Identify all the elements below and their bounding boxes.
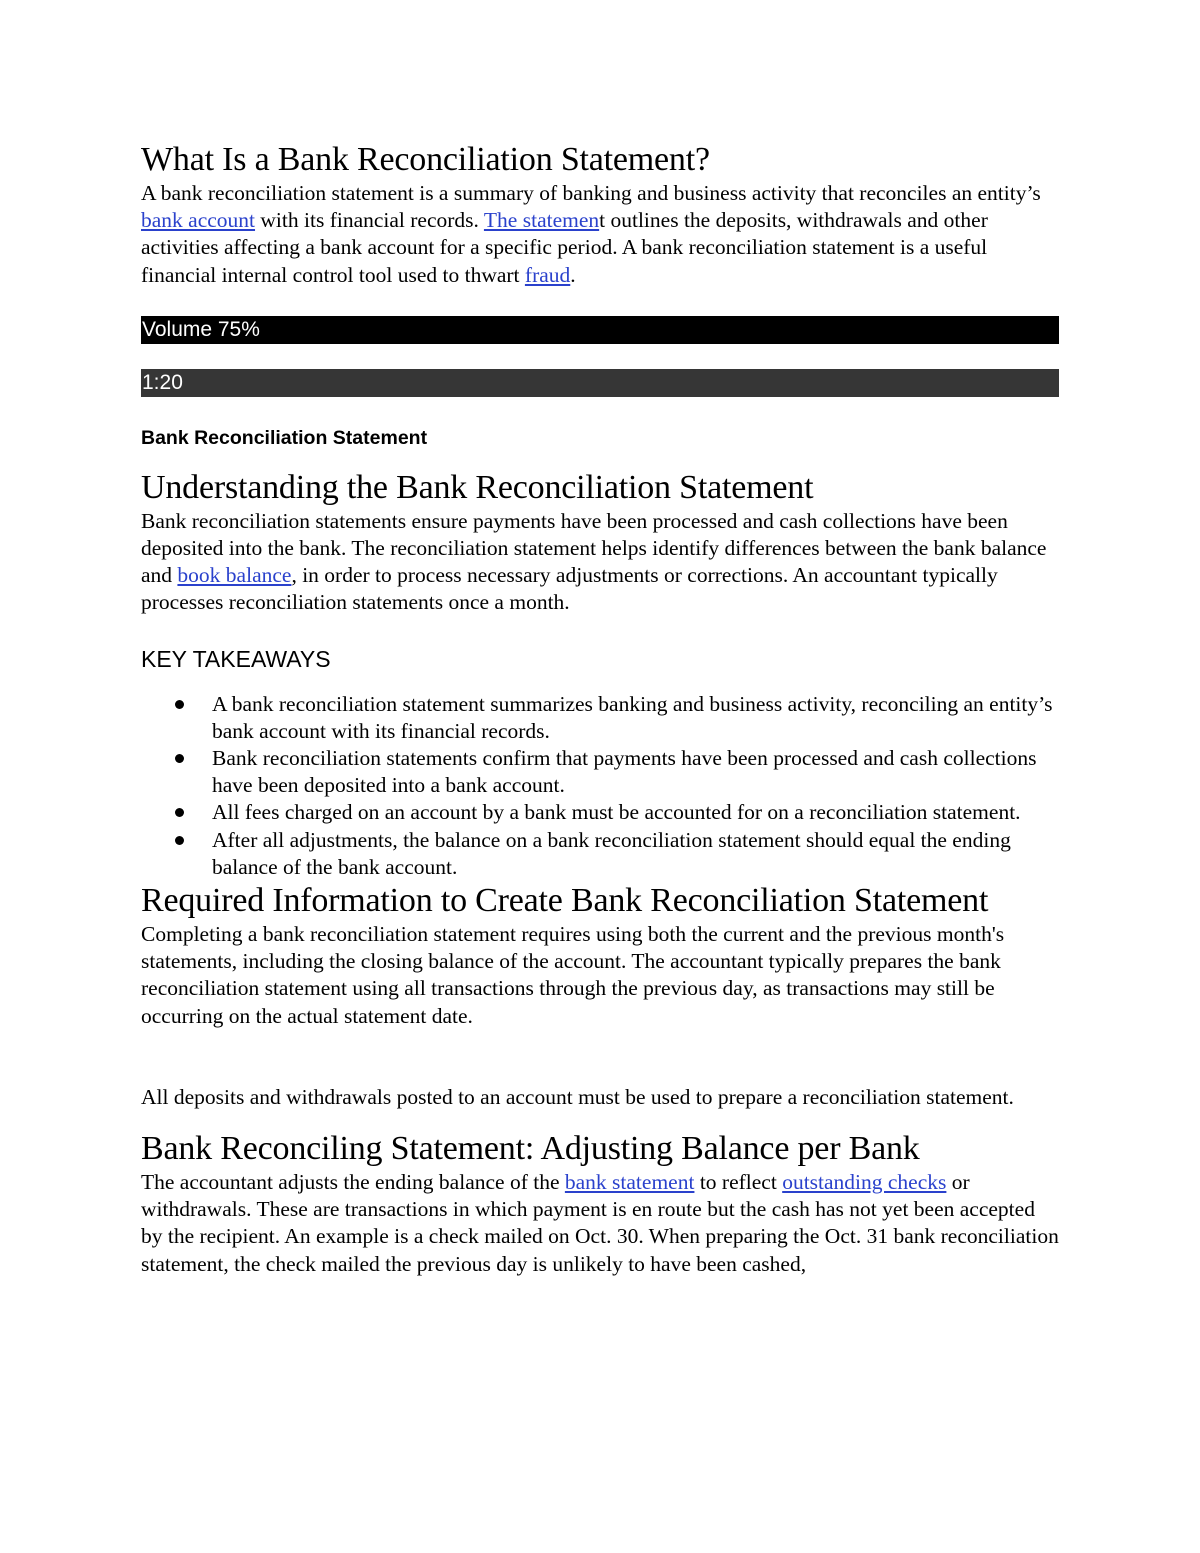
heading-understanding: Understanding the Bank Reconciliation Statement <box>141 468 814 506</box>
understanding-text-1: Bank reconciliation statements ensure payments have been processed and cash collections have been deposited into the bank. The reconciliation statement helps identify differences between the bank balance and <box>141 508 1047 588</box>
heading-adjusting-balance: Bank Reconciling Statement: Adjusting Balance per Bank <box>141 1130 920 1168</box>
required-info-paragraph: Completing a bank reconciliation statement requires using both the current and the previous month's statements, including the closing balance of the account. The accountant typically prepares the bank reconciliation statement using all transactions through the previous day, as transactions may still be occurring on the actual statement date. <box>141 922 1005 1028</box>
spacer <box>141 1030 1059 1084</box>
bullet-icon <box>175 836 184 845</box>
link-outstanding-checks[interactable]: outstanding checks <box>782 1170 947 1195</box>
list-item: All fees charged on an account by a bank must be accounted for on a reconciliation statement. <box>141 799 1059 826</box>
bullet-icon <box>175 754 184 763</box>
volume-bar[interactable]: Volume 75% <box>141 316 1059 344</box>
time-bar[interactable]: 1:20 <box>141 369 1059 397</box>
adjusting-text-3: or withdrawals. These are transactions in which payment is en route but the cash has not yet been accepted by the recipient. An example is a check mailed on Oct. 30. When preparing the Oct. 31 bank reconciliation statement, the check mailed the previous day is unlikely to have been cashed, <box>141 1170 1059 1276</box>
bullet-icon <box>175 700 184 709</box>
list-item: Bank reconciliation statements confirm that payments have been processed and cash collections have been deposited into a bank account. <box>141 745 1059 799</box>
intro-text-4: . <box>570 262 576 287</box>
link-bank-statement[interactable]: bank statement <box>564 1170 695 1195</box>
understanding-paragraph <box>141 508 1059 617</box>
document-page <box>141 140 1059 1278</box>
adjusting-text-2: to reflect <box>694 1170 783 1195</box>
takeaways-list <box>141 691 1059 881</box>
heading-what-is: What Is a Bank Reconciliation Statement? <box>141 141 710 178</box>
video-caption: Bank Reconciliation Statement <box>141 426 428 449</box>
list-item: After all adjustments, the balance on a bank reconciliation statement should equal the ending balance of the bank account. <box>141 827 1059 881</box>
list-item: A bank reconciliation statement summarizes banking and business activity, reconciling an entity’s bank account with its financial records. <box>141 691 1059 745</box>
link-fraud[interactable]: fraud <box>524 262 571 287</box>
key-takeaways-title: KEY TAKEAWAYS <box>141 645 331 672</box>
link-book-balance[interactable]: book balance <box>177 563 292 588</box>
spacer <box>141 1111 1059 1129</box>
adjusting-text-1: The accountant adjusts the ending balance of the <box>141 1170 565 1195</box>
link-the-statement[interactable]: The statemen <box>483 208 600 233</box>
deposits-paragraph: All deposits and withdrawals posted to an account must be used to prepare a reconciliation statement. <box>141 1084 1014 1109</box>
intro-text-2: with its financial records. <box>255 208 484 233</box>
understanding-text-2: , in order to process necessary adjustments or corrections. An accountant typically processes reconciliation statements once a month. <box>141 563 998 615</box>
intro-text-3: t outlines the deposits, withdrawals and other activities affecting a bank account for a specific period. A bank reconciliation statement is a useful financial internal control tool used to thwart <box>141 208 988 287</box>
link-bank-account[interactable]: bank account <box>141 208 256 233</box>
intro-text-1: A bank reconciliation statement is a summary of banking and business activity that reconciles an entity’s <box>141 181 1041 205</box>
adjusting-paragraph <box>141 1169 1059 1278</box>
heading-required-information: Required Information to Create Bank Reconciliation Statement <box>141 882 989 920</box>
bullet-icon <box>175 808 184 817</box>
intro-paragraph <box>141 180 1059 289</box>
